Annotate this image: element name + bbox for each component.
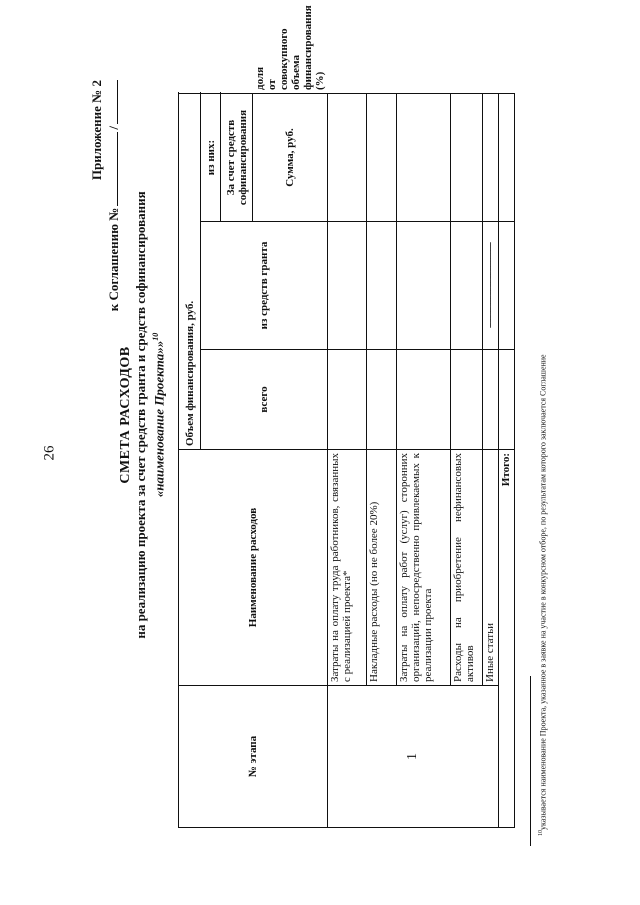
header-row-1 — [179, 94, 201, 828]
expense-name-cell: Расходы на приобретение нефинансовых активов — [450, 450, 482, 686]
total-row — [498, 94, 514, 828]
project-name-placeholder: «наименование Проекта»»$^{10}$ — [151, 332, 167, 498]
grant-cell — [450, 222, 482, 350]
total-cell — [498, 350, 514, 450]
expense-name-cell: Иные статьи — [482, 450, 498, 686]
expense-name-cell: Накладные расходы (но не более 20%) — [366, 450, 396, 686]
header-total: всего — [201, 350, 328, 450]
header-grant: из средств гранта — [201, 222, 328, 350]
cofin-sum-cell — [328, 94, 366, 222]
estimate-table — [178, 5, 515, 828]
total-cell — [450, 350, 482, 450]
header-stage-number: № этапа — [179, 686, 328, 828]
stage-number-cell: 1 — [328, 686, 498, 828]
cofin-sum-cell — [366, 94, 396, 222]
estimate-title: СМЕТА РАСХОДОВ — [118, 346, 133, 484]
grant-cell — [328, 222, 366, 350]
appendix-label: Приложение № 2 — [89, 80, 104, 181]
total-label: Итого: — [498, 450, 514, 828]
header-row-4: Сумма, руб. доля от совокупного объема финансирования (%) — [253, 94, 328, 828]
title-block — [118, 135, 166, 695]
page-number: 26 — [41, 445, 58, 461]
grant-cell — [498, 222, 514, 350]
footnote: $^{10}$указывается наименование Проекта, указанное в заявке на участие в конкурсном отборе, по результатам которого заключается Соглашение — [538, 354, 548, 836]
total-cell — [328, 350, 366, 450]
table-row — [328, 94, 366, 828]
expense-name-cell: Затраты на оплату работ (услуг) сторонних организаций, непосредственно привлекаемых к реализации проекта — [396, 450, 450, 686]
header-expense-name: Наименование расходов — [179, 450, 328, 686]
header-sum-rub: Сумма, руб. — [253, 94, 328, 222]
footnote-divider — [530, 676, 531, 846]
cofin-sum-cell — [498, 94, 514, 222]
agreement-reference: к Соглашению №/ — [105, 80, 122, 800]
grant-cell — [366, 222, 396, 350]
header-cofinancing: За счет средств софинансирования — [221, 94, 253, 222]
estimate-subtitle: на реализацию проекта за счет средств гранта и средств софинансирования — [133, 191, 148, 639]
appendix-block — [88, 80, 122, 800]
cofin-sum-cell — [482, 94, 498, 222]
total-cell — [482, 350, 498, 450]
expense-name-cell: Затраты на оплату труда работников, связанных с реализацией проекта* — [328, 450, 366, 686]
grant-cell — [396, 222, 450, 350]
header-funding-volume: Объем финансирования, руб. — [179, 94, 201, 450]
cofin-sum-cell — [450, 94, 482, 222]
total-cell — [396, 350, 450, 450]
cofin-sum-cell — [396, 94, 450, 222]
header-of-which: из них: — [201, 94, 221, 222]
grant-dash-cell: -------------------------------- — [482, 222, 498, 350]
total-cell — [366, 350, 396, 450]
estimate-table-wrapper — [178, 5, 515, 828]
